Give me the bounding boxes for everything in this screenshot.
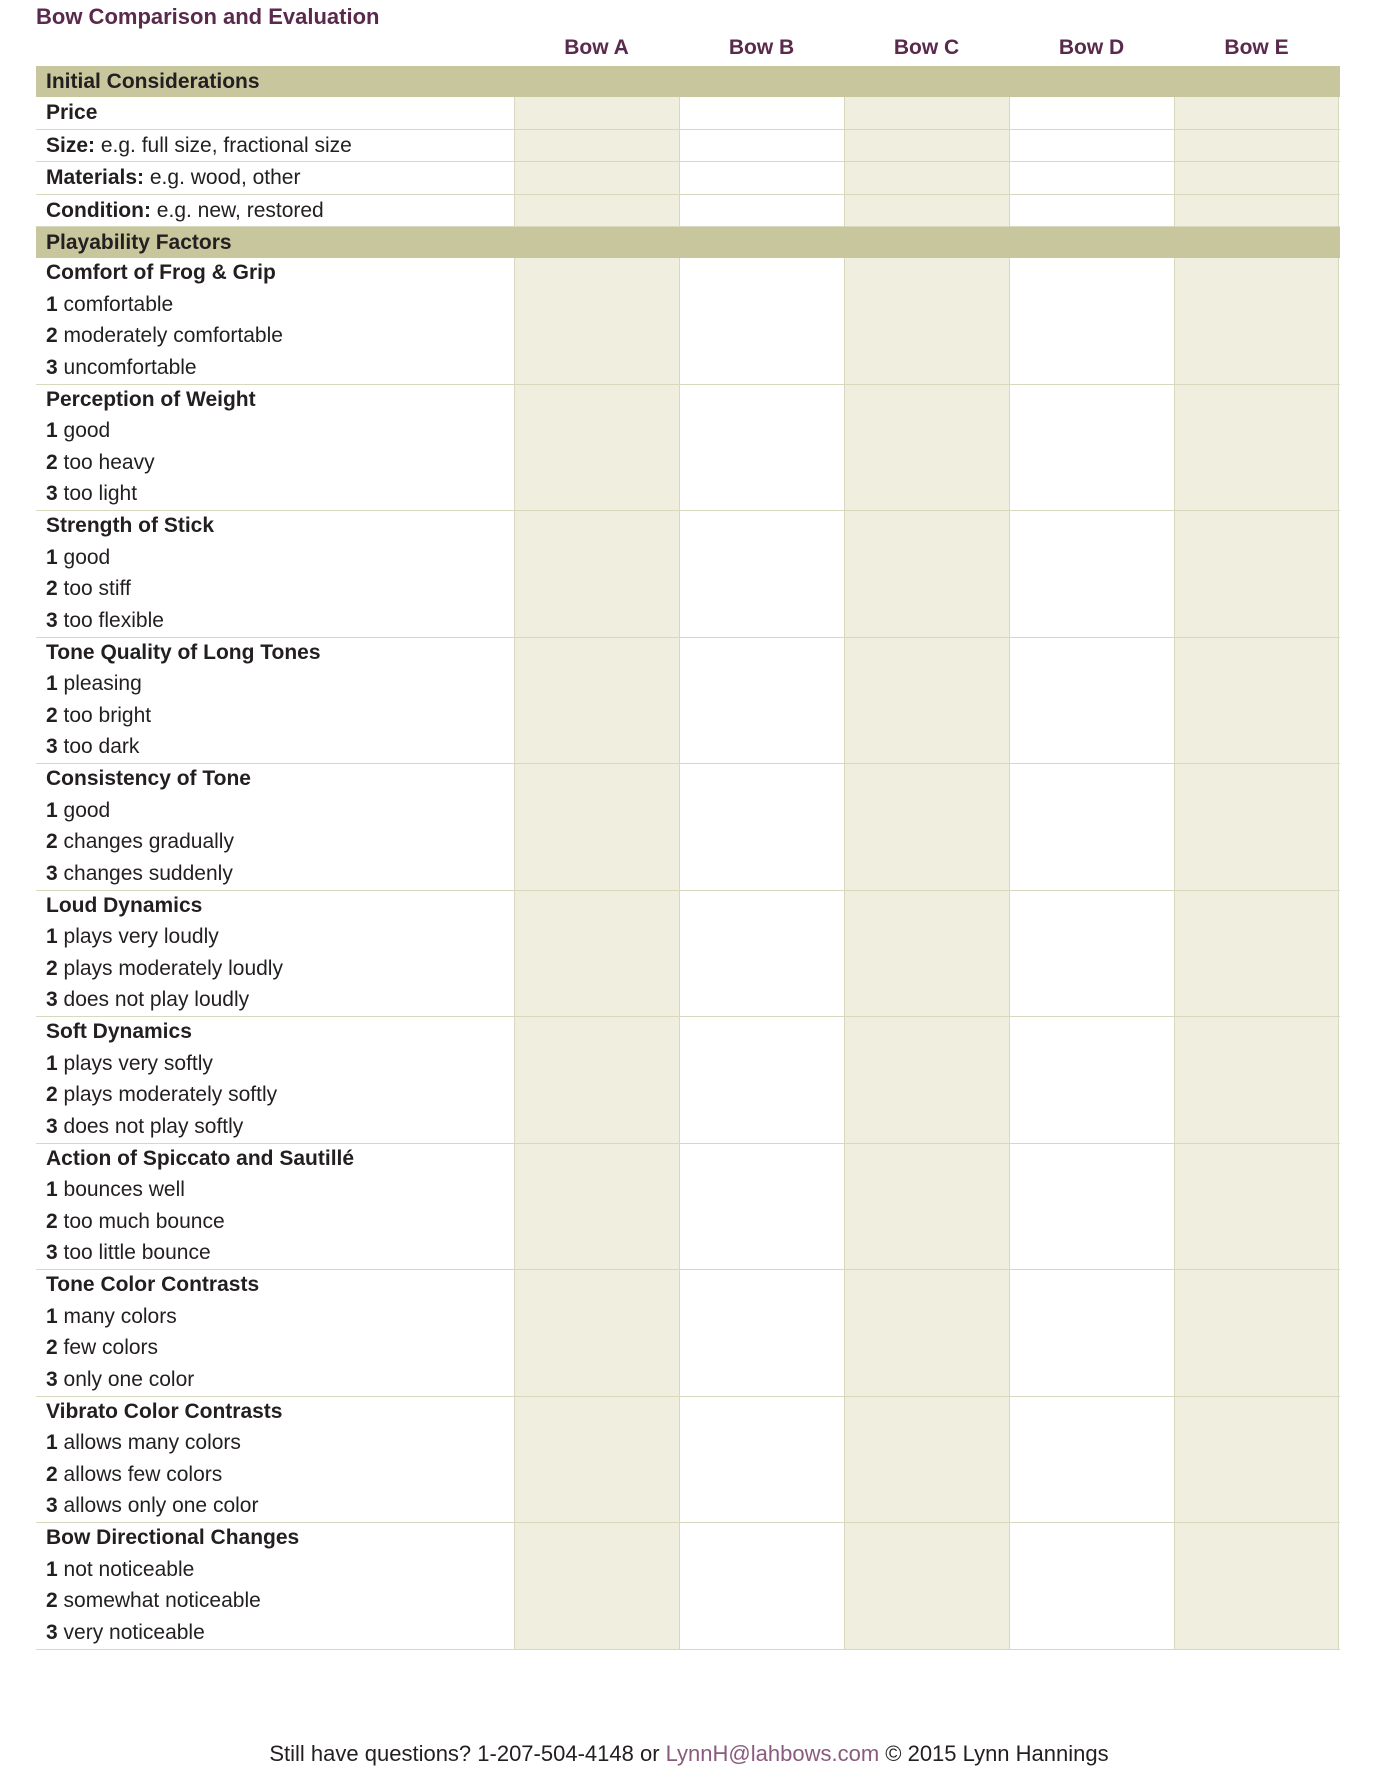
option-number: 2 <box>46 956 58 980</box>
criterion-1-bow-a-cell[interactable] <box>514 385 679 511</box>
column-header-bow-b: Bow B <box>728 36 795 59</box>
criterion-title-text: Loud Dynamics <box>46 893 203 917</box>
criterion-10-bow-c-cell[interactable] <box>844 1523 1009 1649</box>
option-text: bounces well <box>57 1178 185 1201</box>
criterion-label <box>36 1144 514 1270</box>
row-label <box>36 195 514 227</box>
section-playability-factors: Playability Factors <box>36 227 1340 258</box>
row-label-strong: Materials: <box>46 166 145 189</box>
criterion-option <box>46 859 514 891</box>
row-label-note: e.g. full size, fractional size <box>95 133 352 157</box>
criterion-option <box>46 1302 514 1334</box>
row-label <box>36 162 514 194</box>
option-text: not noticeable <box>57 1557 195 1581</box>
criterion-4-bow-d-cell[interactable] <box>1009 764 1174 890</box>
column-header-bow-e: Bow E <box>1224 36 1289 59</box>
option-text: does not play loudly <box>57 988 250 1011</box>
criterion-title <box>46 1270 514 1302</box>
criterion-title-text: Tone Quality of Long Tones <box>46 640 321 664</box>
column-header-bow-d: Bow D <box>1058 36 1125 59</box>
criterion-6-bow-c-cell[interactable] <box>844 1017 1009 1143</box>
option-number: 3 <box>46 1367 58 1391</box>
criterion-option <box>46 1333 514 1365</box>
criterion-title <box>46 258 514 290</box>
criterion-2-bow-e-cell[interactable] <box>1174 511 1339 637</box>
criterion-2-bow-a-cell[interactable] <box>514 511 679 637</box>
criterion-title-text: Bow Directional Changes <box>46 1526 300 1549</box>
criterion-0-bow-a-cell[interactable] <box>514 258 679 384</box>
criterion-0-bow-e-cell[interactable] <box>1174 258 1339 384</box>
criterion-option <box>46 1491 514 1523</box>
criterion-4-bow-b-cell[interactable] <box>679 764 844 890</box>
criterion-option <box>46 701 514 733</box>
criterion-title <box>46 1397 514 1429</box>
criterion-option <box>46 669 514 701</box>
option-number: 1 <box>46 672 58 695</box>
criterion-option <box>46 1049 514 1081</box>
initial-row-3-bow-d-cell[interactable] <box>1009 195 1174 227</box>
criterion-label <box>36 638 514 764</box>
criterion-1-bow-c-cell[interactable] <box>844 385 1009 511</box>
criterion-row <box>36 638 1340 765</box>
criterion-title <box>46 385 514 417</box>
criterion-label <box>36 1523 514 1649</box>
option-number: 2 <box>46 324 58 347</box>
option-number: 1 <box>46 1051 58 1075</box>
criterion-row <box>36 891 1340 1018</box>
option-number: 2 <box>46 703 58 727</box>
criterion-option <box>46 827 514 859</box>
criterion-2-bow-d-cell[interactable] <box>1009 511 1174 637</box>
criterion-option <box>46 1618 514 1650</box>
page-title: Bow Comparison and Evaluation <box>36 4 380 29</box>
footer-text: Still have questions? 1-207-504-4148 or <box>269 1741 666 1766</box>
criterion-option <box>46 1460 514 1492</box>
criterion-4-bow-e-cell[interactable] <box>1174 764 1339 890</box>
option-text: changes suddenly <box>57 861 233 885</box>
criterion-title <box>46 764 514 796</box>
option-number: 2 <box>46 450 58 474</box>
criterion-10-bow-a-cell[interactable] <box>514 1523 679 1649</box>
option-number: 1 <box>46 1178 58 1201</box>
criterion-label <box>36 511 514 637</box>
criterion-option <box>46 954 514 986</box>
criterion-3-bow-a-cell[interactable] <box>514 638 679 764</box>
option-text: allows few colors <box>57 1462 223 1486</box>
criterion-6-bow-e-cell[interactable] <box>1174 1017 1339 1143</box>
initial-row-2-bow-b-cell[interactable] <box>679 162 844 194</box>
criterion-row <box>36 258 1340 385</box>
row-label <box>36 130 514 162</box>
criterion-5-bow-b-cell[interactable] <box>679 891 844 1017</box>
option-number: 3 <box>46 608 58 632</box>
row-label-strong: Price <box>46 101 98 124</box>
criterion-8-bow-e-cell[interactable] <box>1174 1270 1339 1396</box>
initial-row <box>36 97 1340 130</box>
criterion-9-bow-b-cell[interactable] <box>679 1397 844 1523</box>
criterion-8-bow-a-cell[interactable] <box>514 1270 679 1396</box>
criterion-option <box>46 574 514 606</box>
criterion-row <box>36 1270 1340 1397</box>
column-header-bow-a: Bow A <box>564 36 629 59</box>
option-text: few colors <box>57 1336 159 1359</box>
option-text: good <box>57 798 111 822</box>
option-text: somewhat noticeable <box>57 1589 261 1612</box>
option-text: plays very softly <box>57 1051 213 1075</box>
criterion-label <box>36 891 514 1017</box>
footer-copyright: © 2015 Lynn Hannings <box>879 1741 1109 1766</box>
initial-row-1-bow-c-cell[interactable] <box>844 130 1009 162</box>
criterion-row <box>36 764 1340 891</box>
criterion-title <box>46 638 514 670</box>
option-number: 1 <box>46 419 58 442</box>
criterion-row <box>36 1523 1340 1650</box>
criterion-10-bow-b-cell[interactable] <box>679 1523 844 1649</box>
criterion-0-bow-b-cell[interactable] <box>679 258 844 384</box>
criterion-title-text: Tone Color Contrasts <box>46 1273 260 1296</box>
criterion-row <box>36 1144 1340 1271</box>
criterion-6-bow-a-cell[interactable] <box>514 1017 679 1143</box>
option-text: does not play softly <box>57 1114 244 1138</box>
initial-row-3-bow-c-cell[interactable] <box>844 195 1009 227</box>
option-text: too heavy <box>57 450 155 474</box>
criterion-option <box>46 353 514 385</box>
criterion-title <box>46 1144 514 1176</box>
option-number: 1 <box>46 1557 58 1581</box>
criterion-title <box>46 1017 514 1049</box>
criterion-9-bow-a-cell[interactable] <box>514 1397 679 1523</box>
option-text: very noticeable <box>57 1620 205 1644</box>
criterion-label <box>36 1017 514 1143</box>
criterion-0-bow-d-cell[interactable] <box>1009 258 1174 384</box>
row-label-strong: Condition: <box>46 198 151 222</box>
criterion-option <box>46 985 514 1017</box>
criterion-2-bow-c-cell[interactable] <box>844 511 1009 637</box>
option-text: many colors <box>57 1304 177 1328</box>
row-label <box>36 97 514 129</box>
criterion-title-text: Strength of Stick <box>46 514 215 537</box>
criterion-option <box>46 448 514 480</box>
criterion-title <box>46 891 514 923</box>
initial-row-1-bow-a-cell[interactable] <box>514 130 679 162</box>
criterion-3-bow-c-cell[interactable] <box>844 638 1009 764</box>
row-label-note: e.g. wood, other <box>144 166 301 189</box>
option-text: plays moderately loudly <box>57 956 283 980</box>
criterion-9-bow-e-cell[interactable] <box>1174 1397 1339 1523</box>
option-number: 2 <box>46 1462 58 1486</box>
initial-row-3-bow-a-cell[interactable] <box>514 195 679 227</box>
criterion-label <box>36 764 514 890</box>
footer <box>0 1741 1378 1767</box>
criterion-option <box>46 479 514 511</box>
criterion-option <box>46 1080 514 1112</box>
initial-row-2-bow-d-cell[interactable] <box>1009 162 1174 194</box>
initial-row-0-bow-d-cell[interactable] <box>1009 97 1174 129</box>
criterion-row <box>36 1397 1340 1524</box>
option-number: 2 <box>46 1589 58 1612</box>
option-number: 2 <box>46 1336 58 1359</box>
option-number: 3 <box>46 735 58 758</box>
option-text: allows only one color <box>57 1494 259 1517</box>
option-text: comfortable <box>57 292 174 316</box>
criterion-7-bow-b-cell[interactable] <box>679 1144 844 1270</box>
option-text: good <box>57 545 111 569</box>
criterion-8-bow-b-cell[interactable] <box>679 1270 844 1396</box>
option-number: 3 <box>46 482 58 505</box>
option-text: changes gradually <box>57 830 234 853</box>
initial-row-3-bow-e-cell[interactable] <box>1174 195 1339 227</box>
row-label-strong: Size: <box>46 133 96 157</box>
option-text: uncomfortable <box>57 355 197 379</box>
criterion-7-bow-d-cell[interactable] <box>1009 1144 1174 1270</box>
criterion-6-bow-b-cell[interactable] <box>679 1017 844 1143</box>
criterion-option <box>46 321 514 353</box>
criterion-8-bow-c-cell[interactable] <box>844 1270 1009 1396</box>
criterion-option <box>46 606 514 638</box>
criterion-row <box>36 385 1340 512</box>
criterion-5-bow-e-cell[interactable] <box>1174 891 1339 1017</box>
row-label-note: e.g. new, restored <box>150 198 324 222</box>
initial-row-0-bow-b-cell[interactable] <box>679 97 844 129</box>
option-text: too flexible <box>57 608 164 632</box>
evaluation-table <box>36 66 1340 1650</box>
criterion-row <box>36 511 1340 638</box>
criterion-option <box>46 1586 514 1618</box>
criterion-title <box>46 1523 514 1555</box>
criterion-2-bow-b-cell[interactable] <box>679 511 844 637</box>
option-number: 2 <box>46 1083 58 1106</box>
criterion-option <box>46 543 514 575</box>
criterion-option <box>46 1175 514 1207</box>
criterion-title-text: Action of Spiccato and Sautillé <box>46 1146 355 1170</box>
criterion-row <box>36 1017 1340 1144</box>
option-text: too stiff <box>57 577 131 600</box>
criterion-3-bow-b-cell[interactable] <box>679 638 844 764</box>
option-number: 3 <box>46 861 58 885</box>
criterion-option <box>46 1112 514 1144</box>
initial-row-1-bow-d-cell[interactable] <box>1009 130 1174 162</box>
option-text: too dark <box>57 735 140 758</box>
criterion-label <box>36 385 514 511</box>
option-number: 1 <box>46 1431 58 1454</box>
criterion-option <box>46 922 514 954</box>
option-number: 3 <box>46 1620 58 1644</box>
option-text: pleasing <box>57 672 142 695</box>
criterion-label <box>36 1397 514 1523</box>
option-number: 3 <box>46 1494 58 1517</box>
criterion-option <box>46 1428 514 1460</box>
criterion-option <box>46 416 514 448</box>
option-text: too little bounce <box>57 1241 211 1264</box>
criterion-option <box>46 732 514 764</box>
option-number: 2 <box>46 577 58 600</box>
initial-row-2-bow-e-cell[interactable] <box>1174 162 1339 194</box>
option-number: 1 <box>46 1304 58 1328</box>
criterion-4-bow-c-cell[interactable] <box>844 764 1009 890</box>
criterion-option <box>46 796 514 828</box>
initial-row-0-bow-a-cell[interactable] <box>514 97 679 129</box>
criterion-3-bow-e-cell[interactable] <box>1174 638 1339 764</box>
option-text: too light <box>57 482 138 505</box>
option-number: 1 <box>46 925 58 948</box>
criterion-1-bow-b-cell[interactable] <box>679 385 844 511</box>
criterion-title-text: Comfort of Frog & Grip <box>46 261 276 284</box>
criterion-7-bow-a-cell[interactable] <box>514 1144 679 1270</box>
playability-rows <box>36 258 1340 1650</box>
criterion-9-bow-d-cell[interactable] <box>1009 1397 1174 1523</box>
criterion-title-text: Perception of Weight <box>46 387 256 411</box>
criterion-7-bow-e-cell[interactable] <box>1174 1144 1339 1270</box>
option-text: too much bounce <box>57 1209 225 1233</box>
criterion-3-bow-d-cell[interactable] <box>1009 638 1174 764</box>
option-text: allows many colors <box>57 1431 241 1454</box>
criterion-1-bow-d-cell[interactable] <box>1009 385 1174 511</box>
option-number: 3 <box>46 1241 58 1264</box>
option-number: 3 <box>46 355 58 379</box>
option-number: 1 <box>46 292 58 316</box>
initial-row-0-bow-e-cell[interactable] <box>1174 97 1339 129</box>
criterion-6-bow-d-cell[interactable] <box>1009 1017 1174 1143</box>
criterion-10-bow-d-cell[interactable] <box>1009 1523 1174 1649</box>
criterion-option <box>46 1207 514 1239</box>
criterion-7-bow-c-cell[interactable] <box>844 1144 1009 1270</box>
criterion-0-bow-c-cell[interactable] <box>844 258 1009 384</box>
criterion-option <box>46 1365 514 1397</box>
initial-row-3-bow-b-cell[interactable] <box>679 195 844 227</box>
initial-row-0-bow-c-cell[interactable] <box>844 97 1009 129</box>
initial-row <box>36 162 1340 195</box>
option-text: too bright <box>57 703 152 727</box>
initial-row <box>36 130 1340 163</box>
criterion-title <box>46 511 514 543</box>
criterion-10-bow-e-cell[interactable] <box>1174 1523 1339 1649</box>
criterion-label <box>36 1270 514 1396</box>
criterion-option <box>46 1555 514 1587</box>
option-number: 3 <box>46 1114 58 1138</box>
criterion-4-bow-a-cell[interactable] <box>514 764 679 890</box>
option-number: 2 <box>46 830 58 853</box>
criterion-8-bow-d-cell[interactable] <box>1009 1270 1174 1396</box>
initial-row-2-bow-c-cell[interactable] <box>844 162 1009 194</box>
criterion-title-text: Consistency of Tone <box>46 767 251 790</box>
option-number: 1 <box>46 545 58 569</box>
criterion-5-bow-c-cell[interactable] <box>844 891 1009 1017</box>
email-link[interactable]: LynnH@lahbows.com <box>665 1741 880 1766</box>
criterion-9-bow-c-cell[interactable] <box>844 1397 1009 1523</box>
option-text: moderately comfortable <box>57 324 283 347</box>
column-header-bow-c: Bow C <box>893 36 960 59</box>
option-text: plays moderately softly <box>57 1083 278 1106</box>
criterion-5-bow-a-cell[interactable] <box>514 891 679 1017</box>
option-number: 3 <box>46 988 58 1011</box>
criterion-title-text: Soft Dynamics <box>46 1020 192 1043</box>
option-text: plays very loudly <box>57 925 219 948</box>
criterion-5-bow-d-cell[interactable] <box>1009 891 1174 1017</box>
initial-row-2-bow-a-cell[interactable] <box>514 162 679 194</box>
criterion-1-bow-e-cell[interactable] <box>1174 385 1339 511</box>
option-number: 1 <box>46 798 58 822</box>
criterion-option <box>46 1238 514 1270</box>
criterion-option <box>46 290 514 322</box>
section-initial-considerations: Initial Considerations <box>36 66 1340 97</box>
option-text: only one color <box>57 1367 195 1391</box>
option-number: 2 <box>46 1209 58 1233</box>
initial-row <box>36 195 1340 228</box>
criterion-title-text: Vibrato Color Contrasts <box>46 1399 283 1423</box>
initial-rows <box>36 97 1340 227</box>
criterion-label <box>36 258 514 384</box>
option-text: good <box>57 419 111 442</box>
initial-row-1-bow-e-cell[interactable] <box>1174 130 1339 162</box>
initial-row-1-bow-b-cell[interactable] <box>679 130 844 162</box>
